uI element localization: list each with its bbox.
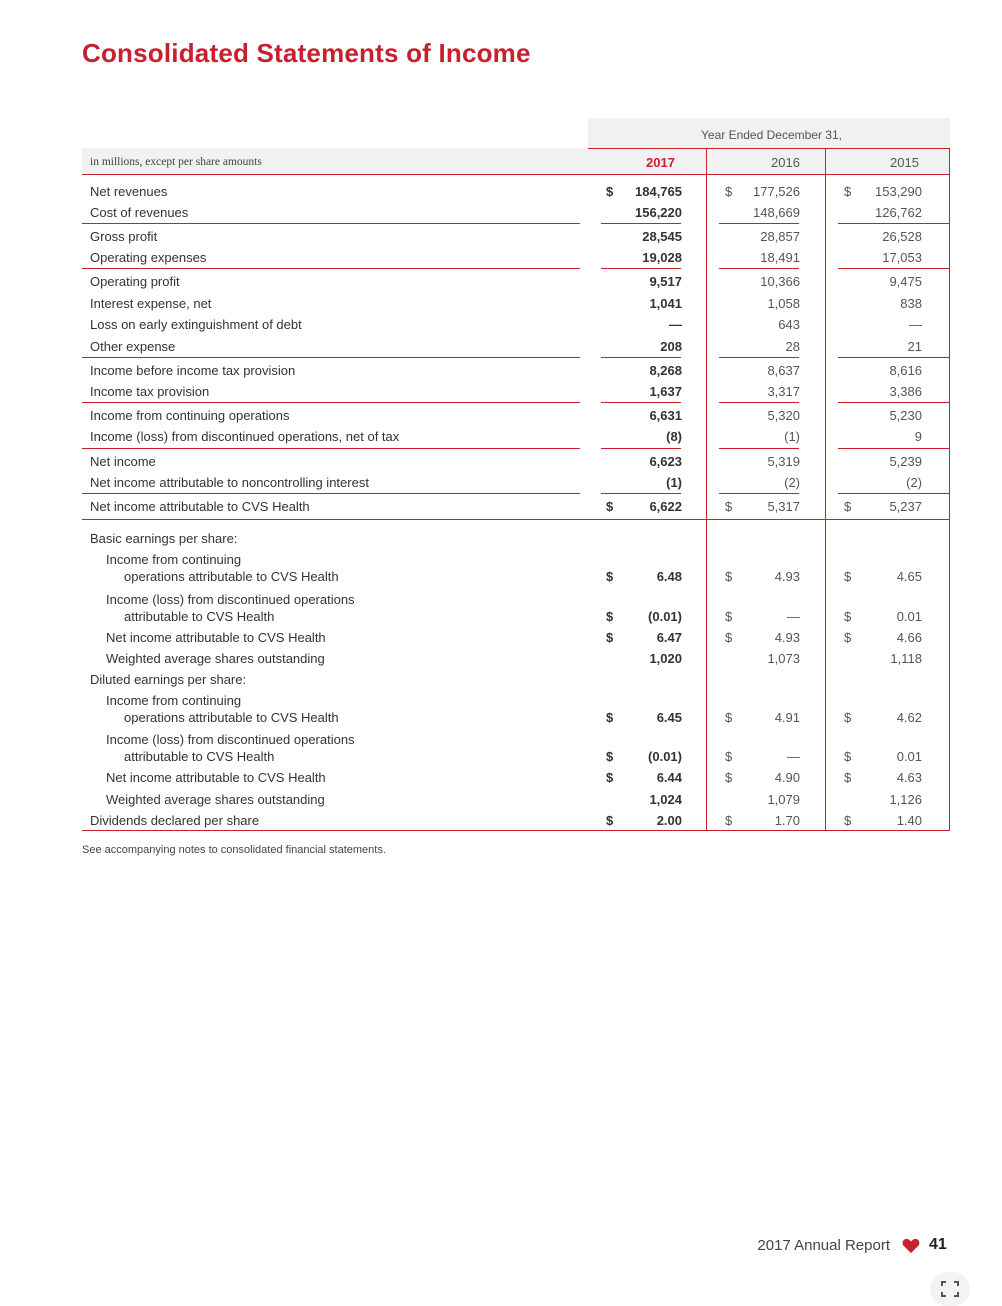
value-2016: (2) [784,475,800,490]
value-2015: 4.63 [896,770,922,785]
dollar-sign: $ [725,710,733,725]
value-2017: 6.45 [656,710,682,725]
value-2017: 1,041 [649,296,682,311]
table-row [82,294,950,315]
row-divider [601,448,681,449]
value-2017: 9,517 [649,274,682,289]
row-divider [838,223,950,224]
value-2017: (0.01) [648,609,682,624]
table-row [82,182,950,203]
value-2017: (1) [666,475,682,490]
row-divider [82,174,950,175]
dollar-sign: $ [606,499,614,514]
row-divider [82,519,950,520]
value-2017: 2.00 [656,813,682,828]
value-2017: — [669,317,682,332]
value-2017: 19,028 [642,250,682,265]
dollar-sign: $ [844,749,852,764]
value-2017: 1,024 [649,792,682,807]
value-2017: (0.01) [648,749,682,764]
row-label: Operating expenses [90,250,207,265]
value-2015: 9,475 [889,274,922,289]
value-2017: 28,545 [642,229,682,244]
row-label: Cost of revenues [90,205,189,220]
row-divider [82,830,950,831]
table-row [82,811,950,832]
table-row [82,607,950,628]
basic-eps-heading: Basic earnings per share: [90,531,238,546]
value-2015: 17,053 [882,250,922,265]
value-2016: (1) [784,429,800,444]
row-label: Net income attributable to CVS Health [106,630,326,645]
value-2016: 3,317 [767,384,800,399]
value-2015: 4.62 [896,710,922,725]
row-divider [838,448,950,449]
dollar-sign: $ [725,770,733,785]
row-label: Income (loss) from discontinued operations, net of tax [90,429,400,444]
table-row [82,227,950,248]
dollar-sign: $ [844,184,852,199]
value-2017: 1,637 [649,384,682,399]
value-2015: 5,237 [889,499,922,514]
row-label: Dividends declared per share [90,813,260,828]
value-2015: 4.66 [896,630,922,645]
value-2017: 208 [660,339,682,354]
row-divider [719,268,799,269]
row-label-cont: attributable to CVS Health [124,609,275,624]
row-divider [601,402,681,403]
value-2017: 6.48 [656,569,682,584]
value-2016: 1,058 [767,296,800,311]
dollar-sign: $ [606,569,614,584]
value-2015: 9 [914,429,922,444]
row-label: Income tax provision [90,384,210,399]
value-2015: 1,126 [889,792,922,807]
dollar-sign: $ [844,813,852,828]
table-row [82,649,950,670]
column-divider [825,148,826,831]
value-2016: 1,079 [767,792,800,807]
heart-icon [902,1238,920,1254]
value-2015: 0.01 [896,609,922,624]
row-label: Operating profit [90,274,180,289]
row-label: Net income attributable to noncontrolling interest [90,475,369,490]
table-row [82,337,950,358]
row-divider [588,148,950,149]
row-label: Interest expense, net [90,296,212,311]
row-label: Gross profit [90,229,158,244]
value-2015: 21 [907,339,922,354]
units-label: in millions, except per share amounts [90,156,262,168]
row-label: Loss on early extinguishment of debt [90,317,302,332]
expand-button[interactable] [930,1272,970,1306]
table-row [82,708,950,729]
row-label: Net income attributable to CVS Health [106,770,326,785]
row-divider [82,223,580,224]
value-2017: 6.44 [656,770,682,785]
value-2016: 28,857 [760,229,800,244]
dollar-sign: $ [844,569,852,584]
table-row [82,452,950,473]
dollar-sign: $ [725,813,733,828]
table-row [82,768,950,789]
value-2016: 18,491 [760,250,800,265]
table-row [82,315,950,336]
row-divider [838,357,950,358]
dollar-sign: $ [725,184,733,199]
year-ended-label: Year Ended December 31, [701,128,842,142]
diluted-eps-heading: Diluted earnings per share: [90,672,247,687]
dollar-sign: $ [725,499,733,514]
table-row [82,361,950,382]
table-row [82,272,950,293]
row-label-cont: attributable to CVS Health [124,749,275,764]
value-2017: 6,623 [649,454,682,469]
row-label-cont: operations attributable to CVS Health [124,569,339,584]
row-divider [82,402,580,403]
table-row [82,406,950,427]
value-2016: 5,320 [767,408,800,423]
dollar-sign: $ [844,770,852,785]
table-row [82,747,950,768]
dollar-sign: $ [844,710,852,725]
value-2017: 184,765 [635,184,682,199]
table-row [82,473,950,494]
value-2016: 643 [778,317,800,332]
dollar-sign: $ [606,710,614,725]
row-divider [601,223,681,224]
value-2016: 5,319 [767,454,800,469]
expand-icon [941,1281,959,1297]
column-2017: 2017 [646,155,675,170]
value-2015: 838 [900,296,922,311]
value-2017: 1,020 [649,651,682,666]
value-2015: 126,762 [875,205,922,220]
value-2017: 6.47 [656,630,682,645]
page-number: 41 [929,1236,947,1253]
value-2015: 1.40 [896,813,922,828]
dollar-sign: $ [606,630,614,645]
value-2015: 5,230 [889,408,922,423]
section-heading [82,529,950,550]
row-divider [719,402,799,403]
row-divider [601,357,681,358]
value-2016: 10,366 [760,274,800,289]
value-2015: 5,239 [889,454,922,469]
row-divider [601,493,681,494]
value-2015: 4.65 [896,569,922,584]
footnote: See accompanying notes to consolidated financial statements. [82,844,386,856]
row-label: Weighted average shares outstanding [106,792,325,807]
row-divider [82,448,580,449]
row-divider [82,357,580,358]
row-divider [719,448,799,449]
value-2016: 1.70 [774,813,800,828]
value-2016: 177,526 [753,184,800,199]
value-2016: 28 [785,339,800,354]
value-2016: — [787,609,800,624]
table-row [82,248,950,269]
dollar-sign: $ [725,630,733,645]
row-divider [719,357,799,358]
row-label: Net income attributable to CVS Health [90,499,310,514]
value-2016: 8,637 [767,363,800,378]
value-2016: 4.90 [774,770,800,785]
table-row [82,567,950,588]
row-label: Other expense [90,339,176,354]
footer-report-label: 2017 Annual Report [757,1237,890,1254]
dollar-sign: $ [606,184,614,199]
section-heading [82,670,950,691]
row-label: Net income [90,454,156,469]
column-2016: 2016 [771,155,800,170]
row-label: Net revenues [90,184,168,199]
row-divider [82,493,580,494]
value-2016: 5,317 [767,499,800,514]
table-row [82,497,950,518]
value-2015: 0.01 [896,749,922,764]
row-divider [838,402,950,403]
dollar-sign: $ [606,609,614,624]
dollar-sign: $ [844,499,852,514]
row-label: Income from continuing [106,552,242,567]
value-2016: 4.93 [774,630,800,645]
table-row [82,427,950,448]
table-row [82,628,950,649]
value-2016: 148,669 [753,205,800,220]
row-label: Income from continuing [106,693,242,708]
row-label-cont: operations attributable to CVS Health [124,710,339,725]
value-2017: 8,268 [649,363,682,378]
value-2017: 156,220 [635,205,682,220]
dollar-sign: $ [844,630,852,645]
dollar-sign: $ [725,569,733,584]
row-label: Income from continuing operations [90,408,290,423]
row-label: Income before income tax provision [90,363,296,378]
page-title: Consolidated Statements of Income [82,38,531,68]
dollar-sign: $ [725,749,733,764]
dollar-sign: $ [606,770,614,785]
value-2017: 6,622 [649,499,682,514]
value-2017: 6,631 [649,408,682,423]
row-divider [82,268,580,269]
row-label: Income (loss) from discontinued operations [106,732,355,747]
value-2015: 3,386 [889,384,922,399]
value-2016: 4.93 [774,569,800,584]
row-label: Weighted average shares outstanding [106,651,325,666]
value-2015: — [909,317,922,332]
value-2015: 1,118 [890,651,922,666]
row-divider [838,493,950,494]
column-2015: 2015 [890,155,919,170]
value-2015: (2) [906,475,922,490]
row-divider [601,268,681,269]
value-2016: 4.91 [774,710,800,725]
value-2015: 26,528 [882,229,922,244]
value-2015: 8,616 [889,363,922,378]
table-row [82,382,950,403]
dollar-sign: $ [725,609,733,624]
column-divider [706,148,707,831]
table-row [82,790,950,811]
dollar-sign: $ [606,749,614,764]
value-2016: 1,073 [767,651,800,666]
row-divider [719,223,799,224]
table-row [82,203,950,224]
dollar-sign: $ [606,813,614,828]
value-2016: — [787,749,800,764]
dollar-sign: $ [844,609,852,624]
column-divider [949,148,950,831]
value-2015: 153,290 [875,184,922,199]
row-divider [838,268,950,269]
row-divider [719,493,799,494]
value-2017: (8) [666,429,682,444]
row-label: Income (loss) from discontinued operations [106,592,355,607]
